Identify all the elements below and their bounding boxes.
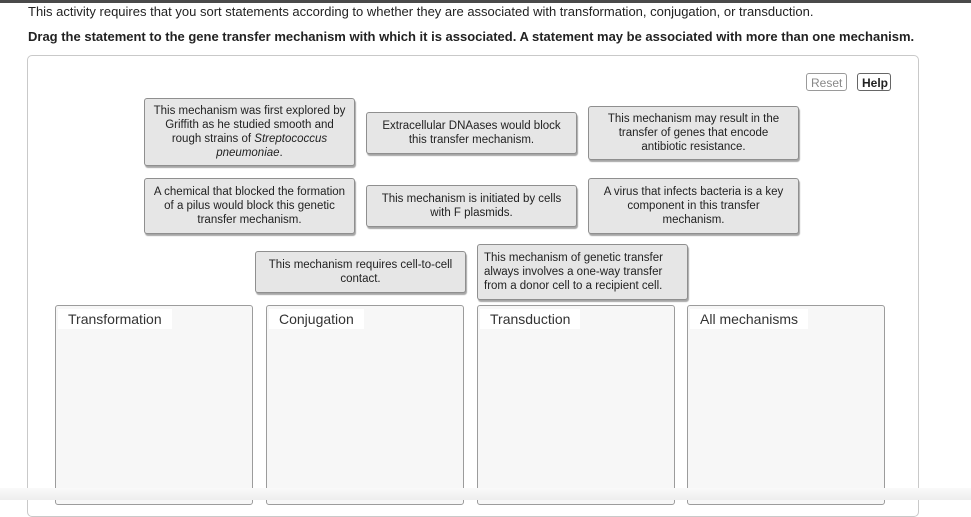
statement-text: A chemical that blocked the formation of a pilus would block this genetic transfer mechanism.: [153, 186, 346, 226]
statement-text-end: .: [279, 147, 283, 159]
statement-text: This mechanism may result in the transfer of genes that encode antibiotic resistance.: [607, 113, 780, 153]
statement-card[interactable]: [144, 98, 355, 166]
statement-card[interactable]: [588, 106, 799, 160]
bin-all-mechanisms[interactable]: [687, 305, 885, 505]
statement-card[interactable]: [366, 112, 577, 154]
bin-label: Transduction: [480, 309, 580, 329]
statement-text: This mechanism of genetic transfer always involves a one-way transfer from a donor cell to a recipient cell.: [484, 252, 663, 292]
help-button[interactable]: Help: [857, 73, 891, 91]
bin-conjugation[interactable]: [266, 305, 464, 505]
reset-button[interactable]: Reset: [806, 73, 847, 91]
statement-card[interactable]: [144, 178, 355, 234]
statement-text: A virus that infects bacteria is a key component in this transfer mechanism.: [603, 186, 784, 226]
statement-text: Extracellular DNAases would block this transfer mechanism.: [382, 120, 561, 146]
statement-text: This mechanism was first explored by Griffith as he studied smooth and rough strains of: [153, 105, 346, 145]
statement-card[interactable]: [477, 244, 688, 300]
statement-card[interactable]: [588, 178, 799, 234]
bin-transformation[interactable]: [55, 305, 253, 505]
statement-italic-text: Streptococcus pneumoniae: [216, 133, 328, 159]
statement-card[interactable]: [366, 185, 577, 227]
statement-text: This mechanism requires cell-to-cell contact.: [268, 259, 453, 285]
top-rule: [0, 0, 971, 3]
statement-text: This mechanism is initiated by cells with F plasmids.: [381, 193, 562, 219]
bin-label: Transformation: [58, 309, 172, 329]
bin-transduction[interactable]: [477, 305, 675, 505]
instruction-text: Drag the statement to the gene transfer mechanism with which it is associated. A statement may be associated with more than one mechanism.: [28, 29, 915, 44]
bottom-edge: [0, 488, 971, 500]
intro-text: This activity requires that you sort statements according to whether they are associated with transformation, conjugation, or transduction.: [28, 4, 814, 19]
statement-card[interactable]: [255, 251, 466, 293]
bin-label: All mechanisms: [690, 309, 808, 329]
bin-label: Conjugation: [269, 309, 364, 329]
